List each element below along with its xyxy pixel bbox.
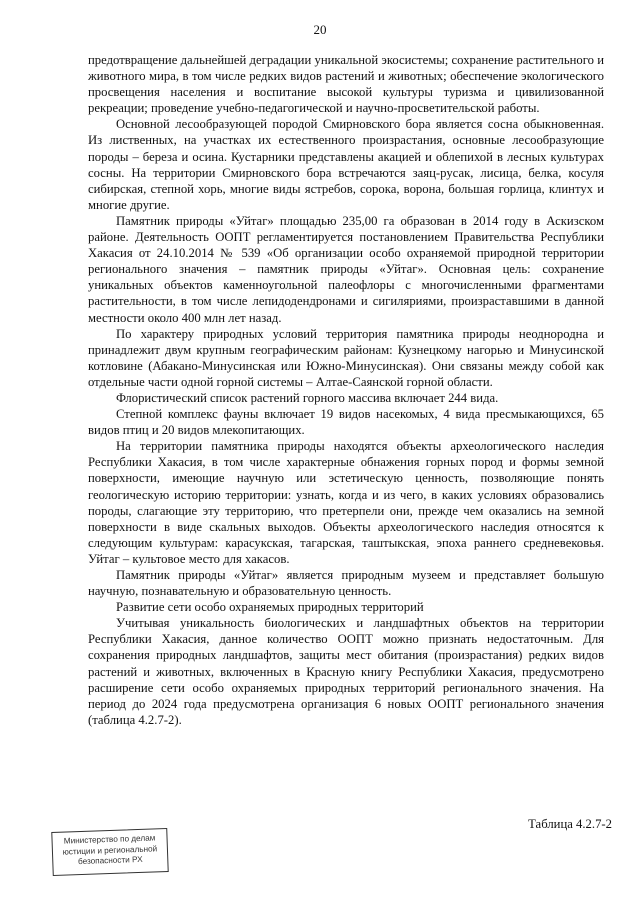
- table-caption: Таблица 4.2.7-2: [528, 817, 612, 831]
- stamp-line: безопасности РХ: [77, 854, 143, 867]
- section-heading: Развитие сети особо охраняемых природных территорий: [116, 600, 424, 615]
- paragraph-archaeology: На территории памятника природы находятся объекты археологического наследия Республики Хакасия, в том числе характерные обнажения горных пород и формы земной поверхности, имеющие научную или эстетическую ценность, позволяющие понять геологическую историю территории: узнать, когда и из чего, в каких условиях образовались породы, слагающие эту территорию, что претерпели они, прежде чем оказались на земной поверхности в виде скальных выходов. Объекты археологического наследия относятся к следующим культурам: карасукская, тагарская, таштыкская, эпоха раннего средневековья. Уйтаг – культовое место для хакасов.: [88, 439, 604, 566]
- stamp-line: Министерство по делам: [63, 833, 156, 846]
- paragraph-smirnovsky-bor: Основной лесообразующей породой Смирновского бора является сосна обыкновенная. Из лиственных, на участках их естественного произрастания, основные лесообразующие породы – береза и осина. Кустарники представлены акацией и облепихой в лесных культурах сосны. На территории Смирновского бора встречаются заяц-русак, лисица, белка, косуля сибирская, степной хорь, многие виды ястребов, сорока, ворона, большая горлица, клинтух и многие другие.: [88, 117, 604, 212]
- ministry-stamp: [51, 828, 168, 876]
- paragraph-flora: Флористический список растений горного массива включает 244 вида.: [116, 390, 499, 405]
- paragraph-natural-conditions: По характеру природных условий территория памятника природы неоднородна и принадлежит двум крупным географическим районам: Кузнецкому нагорью и Минусинской котловине (Абакано-Минусинская или Южно-Минусинская). Они связаны между собой как отдельные части одной горной системы – Алтае-Саянской горной области.: [88, 326, 604, 389]
- page-number: 20: [313, 22, 327, 37]
- paragraph-network-development: Учитывая уникальность биологических и ландшафтных объектов на территории Республики Хакасия, данное количество ООПТ можно признать недостаточным. Для сохранения природных ландшафтов, защиты мест обитания (произрастания) редких видов растений и животных, включенных в Красную книгу Республики Хакасия, предусмотрено расширение сети особо охраняемых природных территорий регионального значения. На период до 2024 года предусмотрена организация 6 новых ООПТ регионального значения (таблица 4.2.7-2).: [88, 616, 604, 727]
- paragraph-fauna: Степной комплекс фауны включает 19 видов насекомых, 4 вида пресмыкающихся, 65 видов птиц и 20 видов млекопитающих.: [88, 407, 604, 438]
- stamp-line: юстиции и региональной: [62, 843, 158, 857]
- paragraph-uytag-establishment: Памятник природы «Уйтаг» площадью 235,00 га образован в 2014 году в Аскизском районе. Деятельность ООПТ регламентируется постановлением Правительства Республики Хакасия от 24.10.2014 № 539 «Об организации особо охраняемой природной территории регионального значения – памятник природы «Уйтаг». Основная цель: сохранение уникальных объектов каменноугольной палеофлоры с многочисленными фрагментами растительности, в том числе лепидодендронами и сигиляриями, произраставшими в данной местности около 400 млн лет назад.: [88, 213, 604, 325]
- paragraph-museum: Памятник природы «Уйтаг» является природным музеем и представляет большую научную, познавательную и образовательную ценность.: [88, 568, 604, 599]
- paragraph-continuation: предотвращение дальнейшей деградации уникальной экосистемы; сохранение растительного и животного мира, в том числе редких видов растений и животных; обеспечение экологического просвещения населения и воспитание высокой культуры туризма и цивилизованной рекреации; проведение учебно-педагогической и научно-просветительской работы.: [88, 53, 604, 116]
- document-body: [88, 52, 604, 728]
